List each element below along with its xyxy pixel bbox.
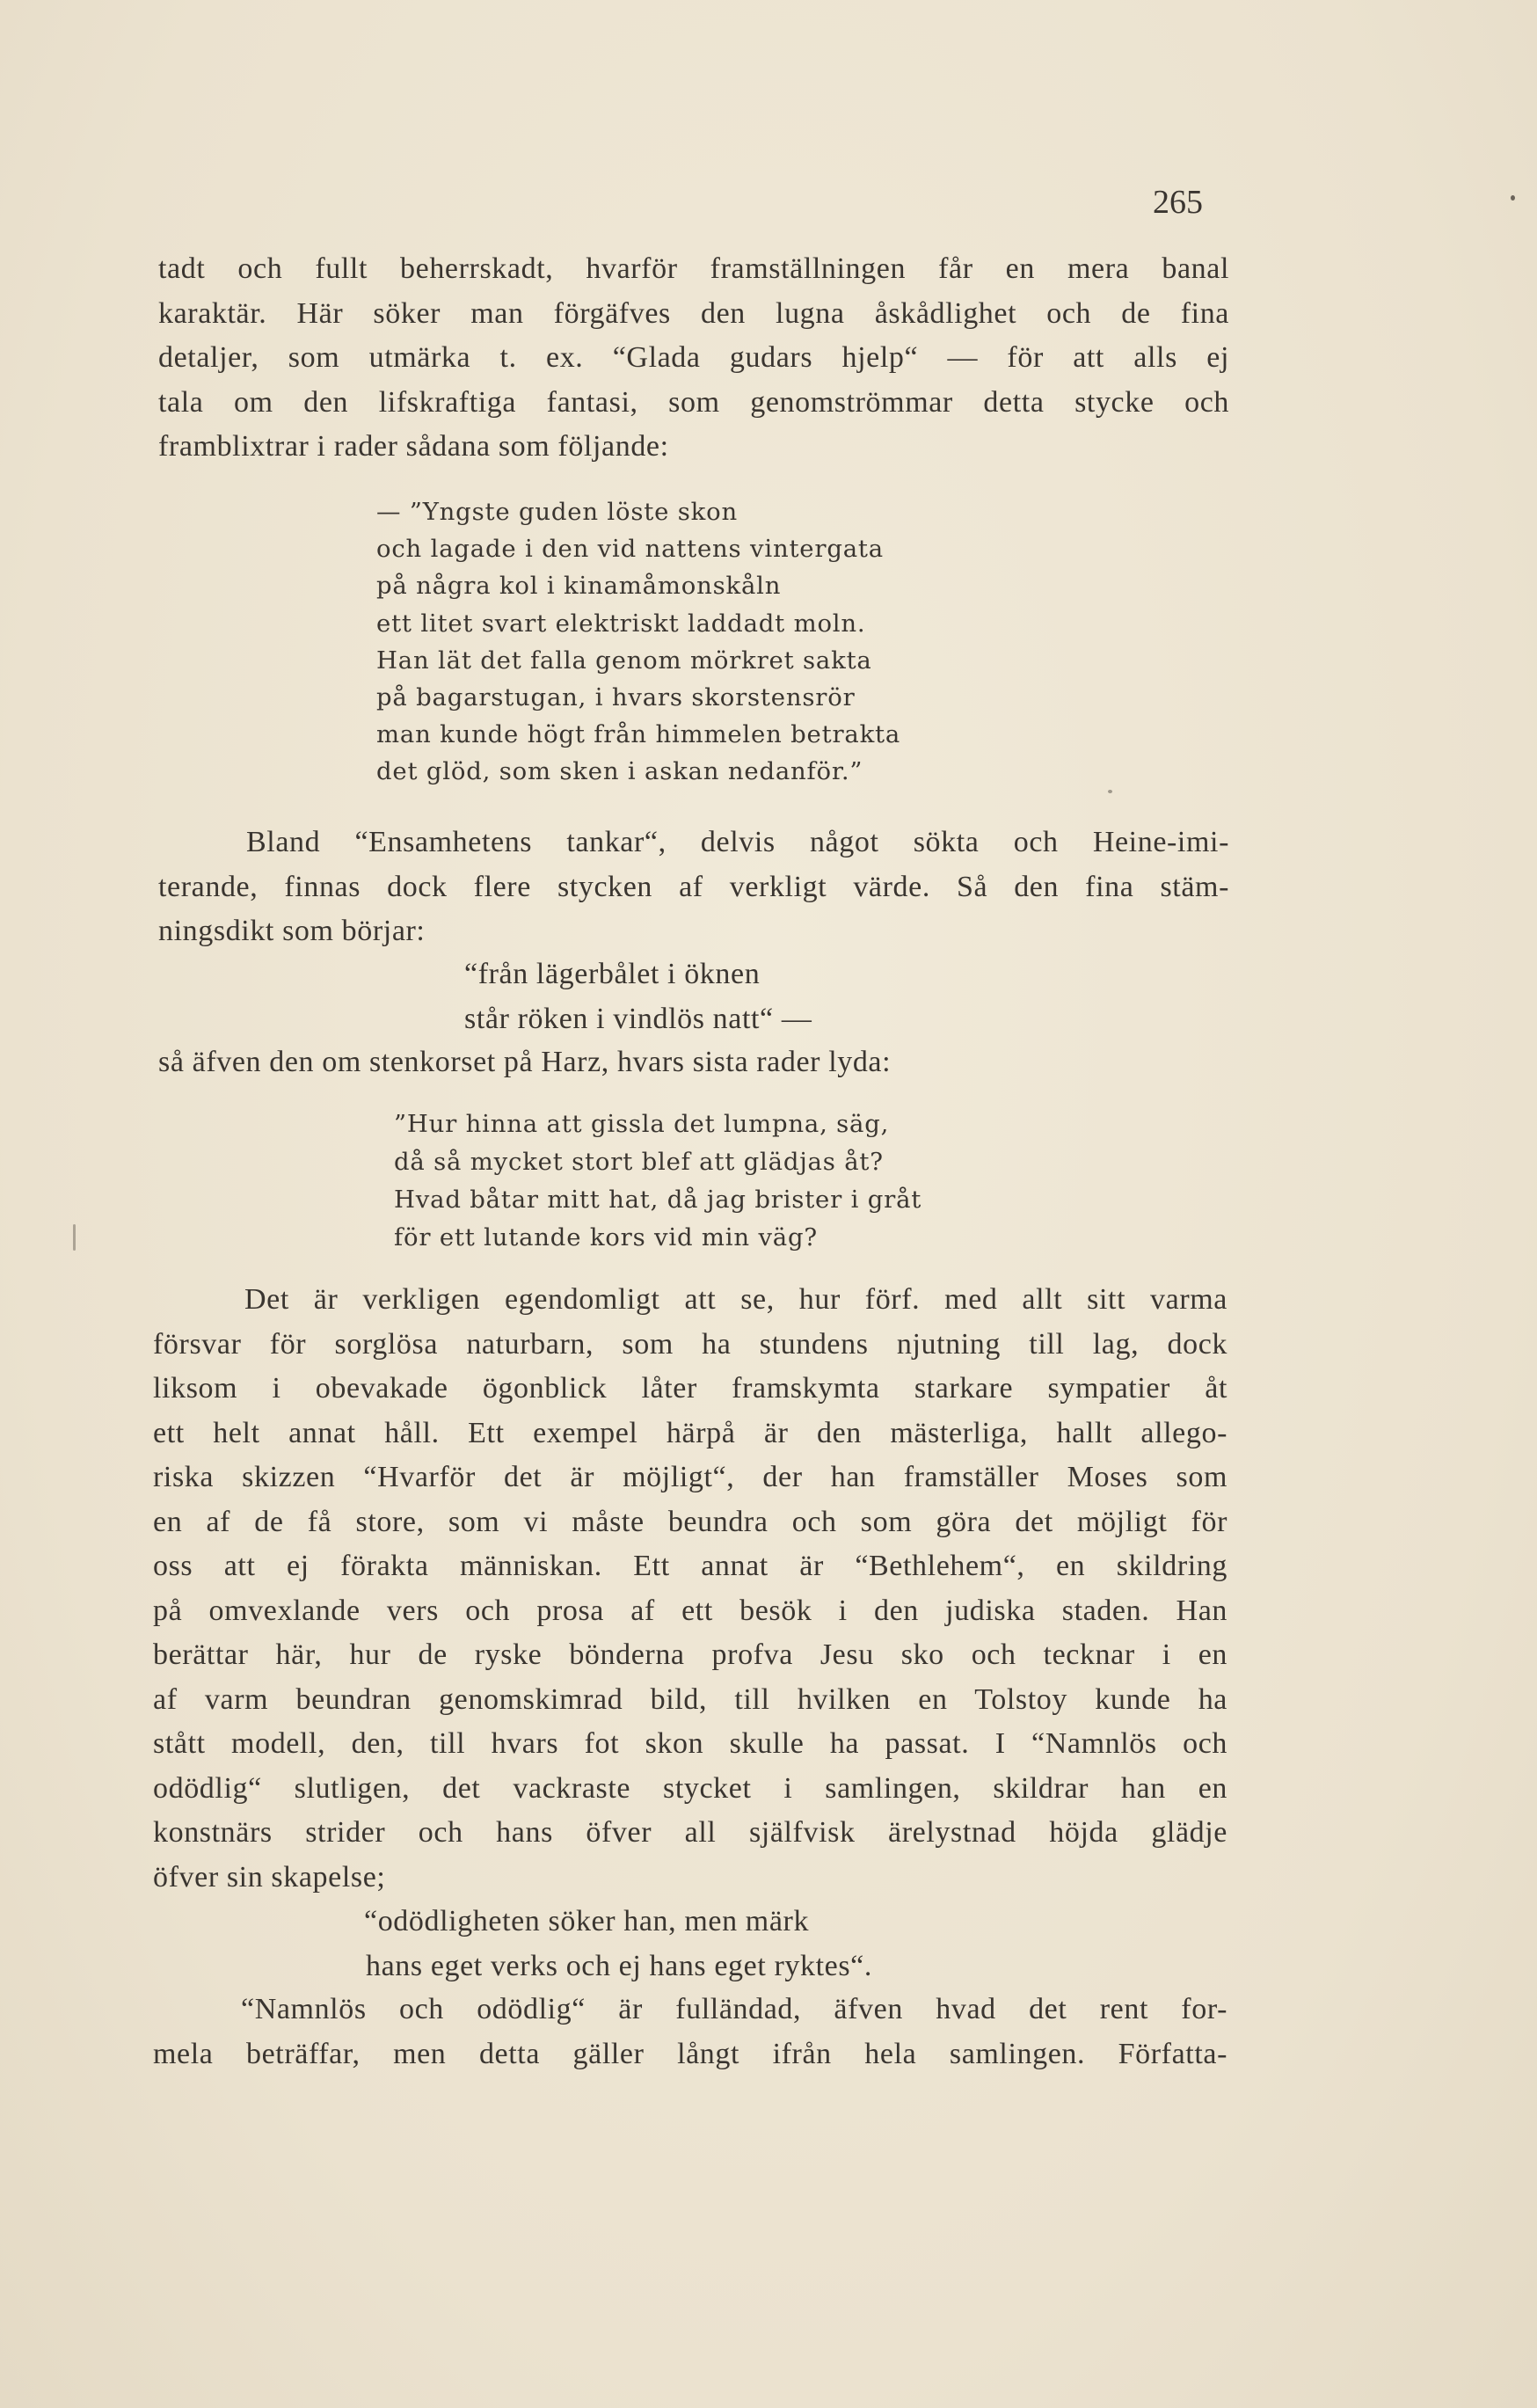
- page-number: 265: [1153, 184, 1203, 221]
- verse-line: det glöd, som sken i askan nedanför.”: [376, 757, 863, 786]
- verse-line: då så mycket stort blef att glädjas åt?: [394, 1148, 884, 1176]
- scan-speck: [1511, 195, 1515, 201]
- paragraph-4: [153, 1278, 1227, 1900]
- text-line: stått modell, den, till hvars fot skon skulle ha passat. I “Namnlös och: [153, 1727, 1227, 1760]
- verse-line: på några kol i kinamåmonskåln: [376, 572, 782, 601]
- text-line: terande, finnas dock flere stycken af verkligt värde. Så den fina stäm-: [158, 870, 1229, 903]
- verse-line: Hvad båtar mitt hat, då jag brister i gråt: [394, 1186, 922, 1214]
- scan-speck: [1108, 790, 1112, 793]
- verse-line: man kunde högt från himmelen betrakta: [376, 720, 901, 749]
- quote-line: “odödligheten söker han, men märk: [364, 1905, 810, 1937]
- quote-line: hans eget verks och ej hans eget ryktes“.: [366, 1949, 872, 1982]
- poem-1: [376, 493, 1009, 791]
- paragraph-3: [158, 1040, 1229, 1085]
- text-line: framblixtrar i rader sådana som följande:: [158, 430, 669, 463]
- text-line: en af de få store, som vi måste beundra och som göra det möjligt för: [153, 1505, 1227, 1538]
- verse-line: på bagarstugan, i hvars skorstensrör: [376, 682, 856, 711]
- verse-line: — ”Yngste guden löste skon: [376, 498, 738, 526]
- verse-line: ”Hur hinna att gissla det lumpna, säg,: [394, 1110, 890, 1138]
- text-line: ett helt annat håll. Ett exempel härpå är den mästerliga, hallt allego-: [153, 1416, 1227, 1449]
- text-line: berättar här, hur de ryske bönderna profva Jesu sko och tecknar i en: [153, 1638, 1227, 1671]
- verse-line: Han lät det falla genom mörkret sakta: [376, 646, 872, 675]
- text-line: mela beträffar, men detta gäller långt ifrån hela samlingen. Författa-: [153, 2037, 1227, 2070]
- text-line: Bland “Ensamhetens tankar“, delvis något sökta och Heine-imi-: [246, 826, 1229, 858]
- text-line: tadt och fullt beherrskadt, hvarför framställningen får en mera banal: [158, 252, 1229, 285]
- verse-line: ett litet svart elektriskt laddadt moln.: [376, 609, 866, 638]
- text-line: odödlig“ slutligen, det vackraste stycket i samlingen, skildrar han en: [153, 1771, 1227, 1805]
- quote-1: [464, 952, 1009, 1041]
- text-line: liksom i obevakade ögonblick låter framskymta starkare sympatier åt: [153, 1372, 1227, 1405]
- paragraph-2: [158, 821, 1229, 954]
- paragraph-5: [153, 1988, 1227, 2076]
- text-line: ningsdikt som börjar:: [158, 915, 426, 947]
- text-line: Det är verkligen egendomligt att se, hur förf. med allt sitt varma: [244, 1283, 1227, 1316]
- quote-line: “från lägerbålet i öknen: [464, 958, 761, 990]
- verse-line: för ett lutande kors vid min väg?: [394, 1223, 818, 1251]
- text-line: tala om den lifskraftiga fantasi, som genomströmmar detta stycke och: [158, 385, 1229, 419]
- paragraph-1: [158, 247, 1229, 470]
- text-line: oss att ej förakta människan. Ett annat är “Bethlehem“, en skildring: [153, 1550, 1227, 1582]
- quote-line: står röken i vindlös natt“ —: [464, 1002, 812, 1035]
- text-line: konstnärs strider och hans öfver all själfvisk ärelystnad höjda glädje: [153, 1816, 1227, 1849]
- text-line: detaljer, som utmärka t. ex. “Glada gudars hjelp“ — för att alls ej: [158, 341, 1229, 374]
- quote-2: [364, 1900, 1032, 1988]
- text-line: karaktär. Här söker man förgäfves den lugna åskådlighet och de fina: [158, 296, 1229, 330]
- text-line: “Namnlös och odödlig“ är fulländad, äfven hvad det rent for-: [241, 1993, 1227, 2025]
- text-line: försvar för sorglösa naturbarn, som ha stundens njutning till lag, dock: [153, 1327, 1227, 1361]
- verse-line: och lagade i den vid nattens vintergata: [376, 535, 884, 564]
- poem-2: [394, 1105, 1009, 1257]
- text-line: på omvexlande vers och prosa af ett besök i den judiska staden. Han: [153, 1594, 1227, 1627]
- text-line: af varm beundran genomskimrad bild, till hvilken en Tolstoy kunde ha: [153, 1682, 1227, 1716]
- text-line: öfver sin skapelse;: [153, 1860, 386, 1894]
- text-line: riska skizzen “Hvarför det är möjligt“, der han framställer Moses som: [153, 1461, 1227, 1493]
- text-line: så äfven den om stenkorset på Harz, hvars sista rader lyda:: [158, 1046, 892, 1078]
- scan-speck: [73, 1224, 76, 1251]
